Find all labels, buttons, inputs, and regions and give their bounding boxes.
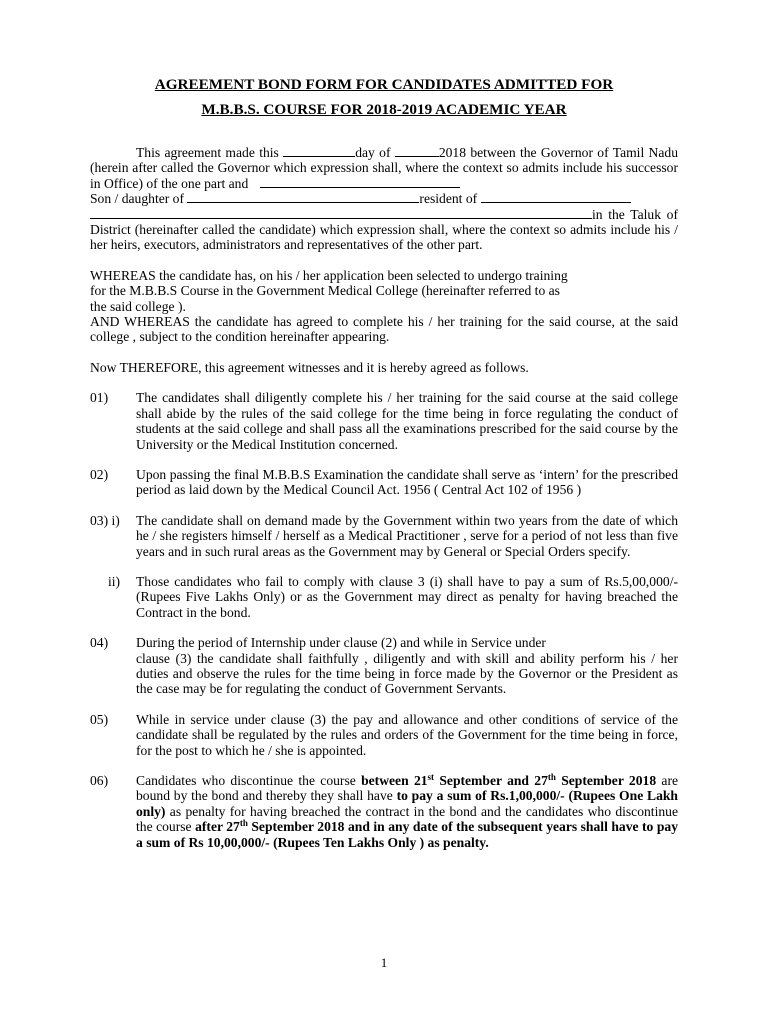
clause-number: 05) xyxy=(90,711,109,727)
whereas-paragraph xyxy=(90,268,678,345)
party-name-blank xyxy=(260,177,460,188)
clause-bold-4: to pay a sum of Rs.1,00,000/- (Rupees One Lakh only) xyxy=(136,788,678,819)
document-body xyxy=(90,72,678,850)
whereas-line-1: WHEREAS the candidate has, on his / her application been selected to undergo training xyxy=(90,267,568,283)
document-title-line-2: M.B.B.S. COURSE FOR 2018-2019 ACADEMIC YEAR xyxy=(201,101,567,118)
clause-bold-3: September 2018 xyxy=(555,773,657,788)
clause-text: clause (3) the candidate shall faithfully , diligently and with skill and ability perform his / her duties and observe the rules for the time being in force made by the Governor or the President as the case may be for regulating the conduct of Government Servants. xyxy=(136,650,678,697)
address-blank xyxy=(90,208,592,219)
clause-text-line-1: During the period of Internship under clause (2) and while in Service under xyxy=(136,635,546,651)
clause-text: Upon passing the final M.B.B.S Examination the candidate shall serve as ‘intern’ for the prescribed period as laid down by the Medical Council Act. 1956 ( Central Act 102 of 1956 ) xyxy=(136,466,678,498)
clause-bold-2: September and 27 xyxy=(434,773,548,788)
clause-sup-2: th xyxy=(547,772,556,782)
clause-06 xyxy=(90,773,678,850)
clause-text: Those candidates who fail to comply with clause 3 (i) shall have to pay a sum of Rs.5,00,000/- (Rupees Five Lakhs Only) or as the Government may direct as penalty for having breached the Contract in the bond. xyxy=(136,573,678,620)
intro-text-c: 2018 between the Governor of Tamil Nadu (herein after called the Governor which expression shall, where the context so admits include his successor in Office) of the one part and xyxy=(90,145,679,191)
month-blank xyxy=(395,146,439,157)
clause-text: The candidate shall on demand made by the Government within two years from the date of which he / she registers himself / herself as a Medical Practitioner , serve for a period of not less than five years and in such rural areas as the Government may by General or Special Orders specify. xyxy=(136,512,678,559)
parent-name-blank xyxy=(187,192,419,203)
clause-sup-1: st xyxy=(427,772,435,782)
intro-text-a: This agreement made this xyxy=(136,145,279,160)
now-therefore-text: Now THEREFORE, this agreement witnesses and it is hereby agreed as follows. xyxy=(90,359,529,375)
clause-03-i xyxy=(90,513,678,559)
page-number: 1 xyxy=(380,955,388,970)
clause-text: The candidates shall diligently complete his / her training for the said course at the said college shall abide by the rules of the said college for the time being in force regulating the conduct of students at the said college and shall pass all the examinations prescribed for the said course by the University or the Medical Institution concerned. xyxy=(136,390,678,452)
clause-05 xyxy=(90,712,678,758)
clause-sup-3: th xyxy=(239,818,248,829)
day-blank xyxy=(283,146,355,157)
clause-03-ii xyxy=(90,574,678,620)
clause-bold-5: after 27 xyxy=(195,819,240,835)
clause-text-3: as penalty for having breached the contract in the bond and the candidates who discontinue the course xyxy=(136,803,678,835)
clause-text-1: Candidates who discontinue the course xyxy=(136,773,362,788)
clause-number: ii) xyxy=(108,573,121,589)
document-title-line-1: AGREEMENT BOND FORM FOR CANDIDATES ADMITTED FOR xyxy=(154,76,614,93)
intro-text-b: day of xyxy=(355,145,391,160)
clause-02 xyxy=(90,467,678,498)
intro-paragraph xyxy=(90,145,678,253)
clause-04 xyxy=(90,635,678,697)
clause-bold-1: between 21 xyxy=(361,773,428,788)
residence-blank xyxy=(481,192,631,203)
intro-text-e: resident of xyxy=(419,191,478,207)
clause-number: 06) xyxy=(90,773,109,788)
clause-number: 04) xyxy=(90,635,109,651)
clause-number: 02) xyxy=(90,466,109,482)
and-whereas-text: AND WHEREAS the candidate has agreed to complete his / her training for the said course, at the said college , subject to the condition hereinafter appearing. xyxy=(90,314,678,345)
clause-text: While in service under clause (3) the pay and allowance and other conditions of service of the candidate shall be regulated by the rules and orders of the Government for the time being in force, for the post to which he / she is appointed. xyxy=(136,711,678,758)
clause-bold-6: September 2018 and in any date of the subsequent years shall have to pay a sum of Rs 10,00,000/- (Rupees Ten Lakhs Only ) as penalty. xyxy=(136,819,678,850)
intro-text-f: in the Taluk of District (hereinafter called the candidate) which expression shall, where the context so admits include his / her heirs, executors, administrators and representatives of the other part. xyxy=(90,206,678,253)
clause-01 xyxy=(90,390,678,452)
whereas-line-3: the said college ). xyxy=(90,298,186,314)
clause-text-2: are bound by the bond and thereby they shall have xyxy=(136,773,679,804)
clause-number: 01) xyxy=(90,390,109,406)
clause-number: 03) i) xyxy=(90,512,120,528)
whereas-line-2: for the M.B.B.S Course in the Government Medical College (hereinafter referred to as xyxy=(90,283,560,299)
intro-text-d: Son / daughter of xyxy=(90,191,185,207)
